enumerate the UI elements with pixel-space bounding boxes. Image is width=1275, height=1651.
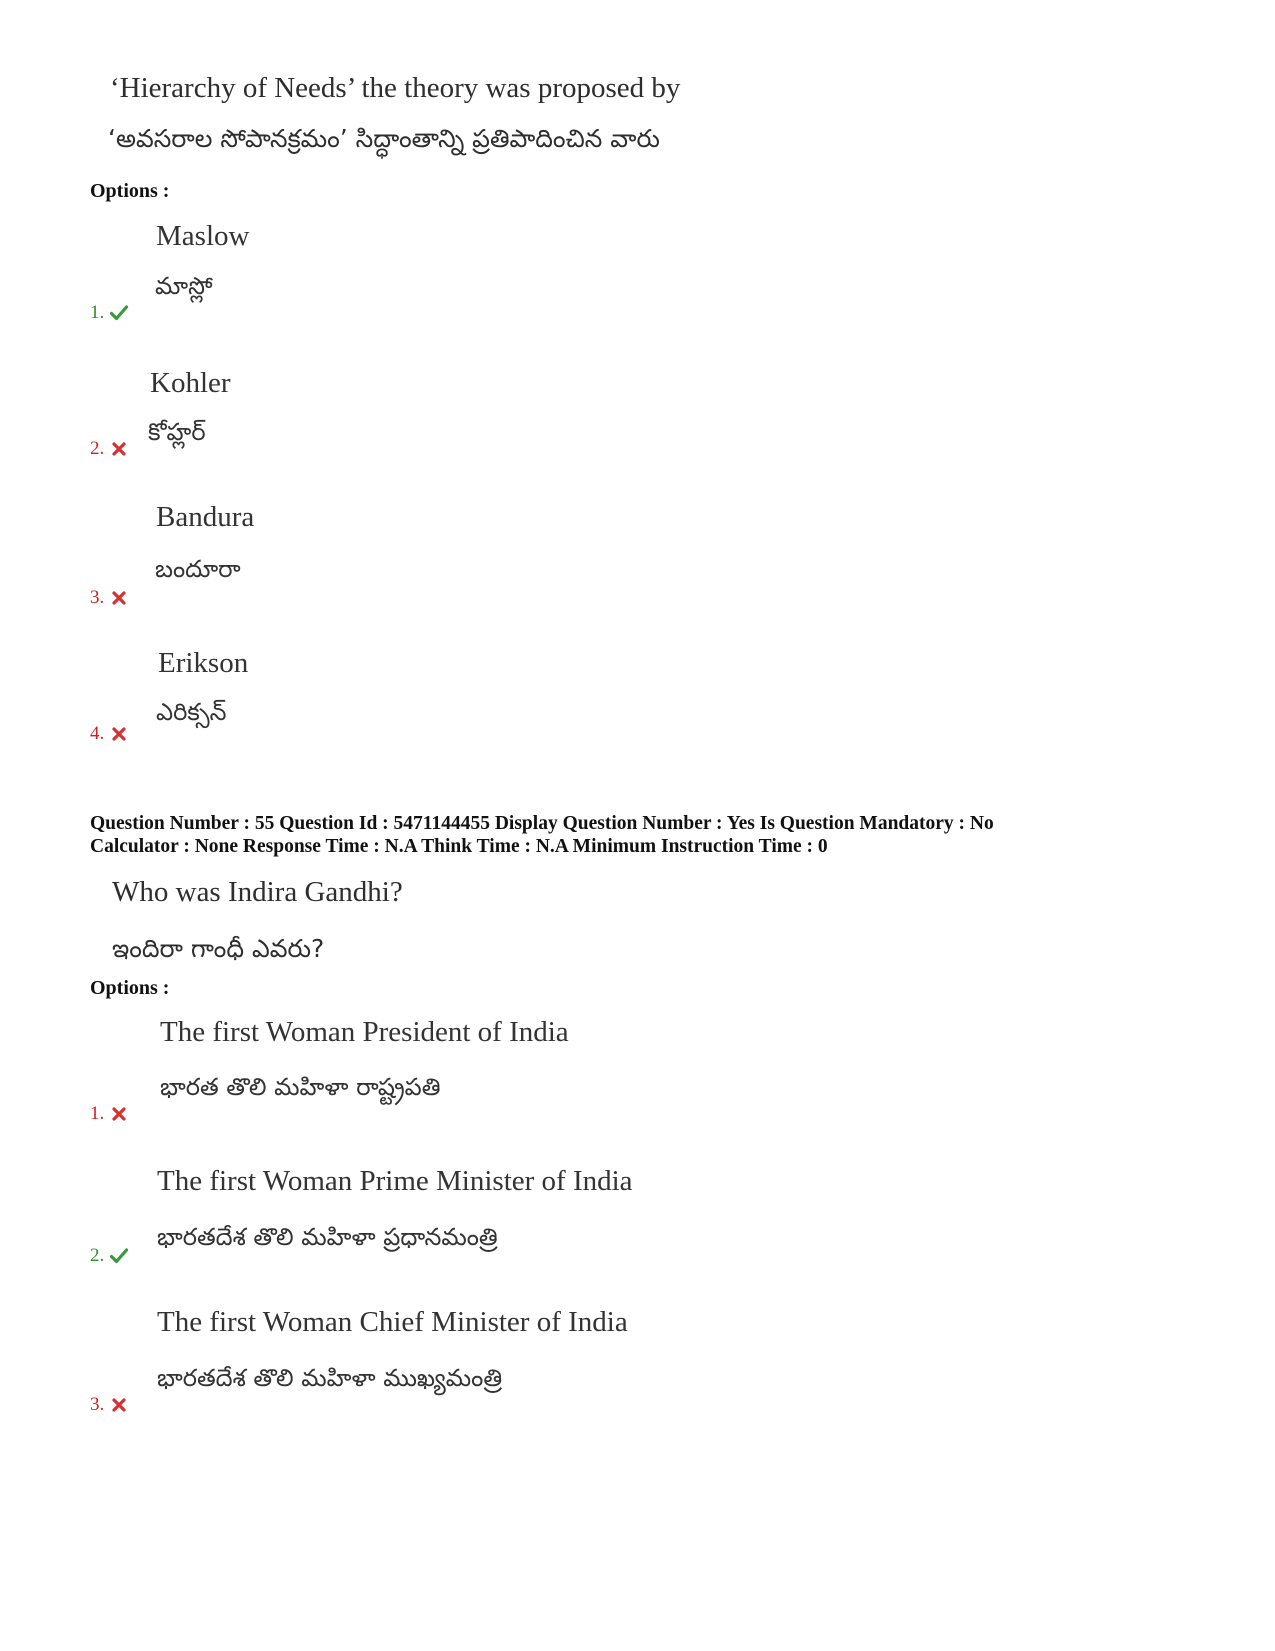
cross-icon	[110, 1106, 128, 1122]
check-icon	[110, 1248, 128, 1264]
option-text-te: భారతదేశ తొలి మహిళా ప్రధానమంత్రి	[157, 1223, 498, 1251]
cross-icon	[110, 441, 128, 457]
check-icon	[110, 305, 128, 321]
question-text-en: Who was Indira Gandhi?	[112, 876, 403, 908]
option-text-en: Maslow	[156, 220, 250, 252]
option-number-label: 2.	[90, 438, 105, 459]
option-number	[90, 438, 128, 460]
option-text-en: The first Woman Chief Minister of India	[157, 1306, 628, 1338]
option-number	[90, 723, 128, 745]
option-number	[90, 1245, 128, 1267]
question-text-en: ‘Hierarchy of Needs’ the theory was proposed by	[110, 72, 681, 104]
option-text-te: కోహ్లర్	[148, 418, 206, 446]
question-meta-line-1: Question Number : 55 Question Id : 5471144455 Display Question Number : Yes Is Question Mandatory : No	[90, 813, 994, 834]
option-text-en: Kohler	[150, 367, 231, 399]
cross-icon	[110, 590, 128, 606]
option-number-label: 1.	[90, 302, 105, 323]
option-number	[90, 1103, 128, 1125]
option-text-en: Erikson	[158, 647, 249, 679]
option-number-label: 1.	[90, 1103, 105, 1124]
options-label: Options :	[90, 977, 170, 999]
option-number	[90, 1394, 128, 1416]
option-number	[90, 302, 128, 324]
question-text-te: ఇందిరా గాంధీ ఎవరు?	[112, 934, 325, 963]
option-text-en: Bandura	[156, 501, 255, 533]
cross-icon	[110, 1397, 128, 1413]
option-number	[90, 587, 128, 609]
options-label: Options :	[90, 180, 170, 202]
option-text-te: భారత తొలి మహిళా రాష్ట్రపతి	[160, 1073, 441, 1101]
question-meta-line-2: Calculator : None Response Time : N.A Think Time : N.A Minimum Instruction Time : 0	[90, 836, 828, 857]
cross-icon	[110, 726, 128, 742]
option-text-te: ఎరిక్సన్	[156, 698, 227, 726]
option-text-en: The first Woman President of India	[160, 1016, 569, 1048]
option-number-label: 4.	[90, 723, 105, 744]
option-text-te: భారతదేశ తొలి మహిళా ముఖ్యమంత్రి	[157, 1364, 503, 1392]
option-number-label: 3.	[90, 587, 105, 608]
option-number-label: 2.	[90, 1245, 105, 1266]
option-text-te: మాస్లో	[155, 272, 213, 300]
question-text-te: ‘అవసరాల సోపానక్రమం’ సిద్ధాంతాన్ని ప్రతిపాదించిన వారు	[108, 124, 660, 153]
option-text-en: The first Woman Prime Minister of India	[157, 1165, 633, 1197]
option-text-te: బందూరా	[155, 555, 241, 583]
option-number-label: 3.	[90, 1394, 105, 1415]
